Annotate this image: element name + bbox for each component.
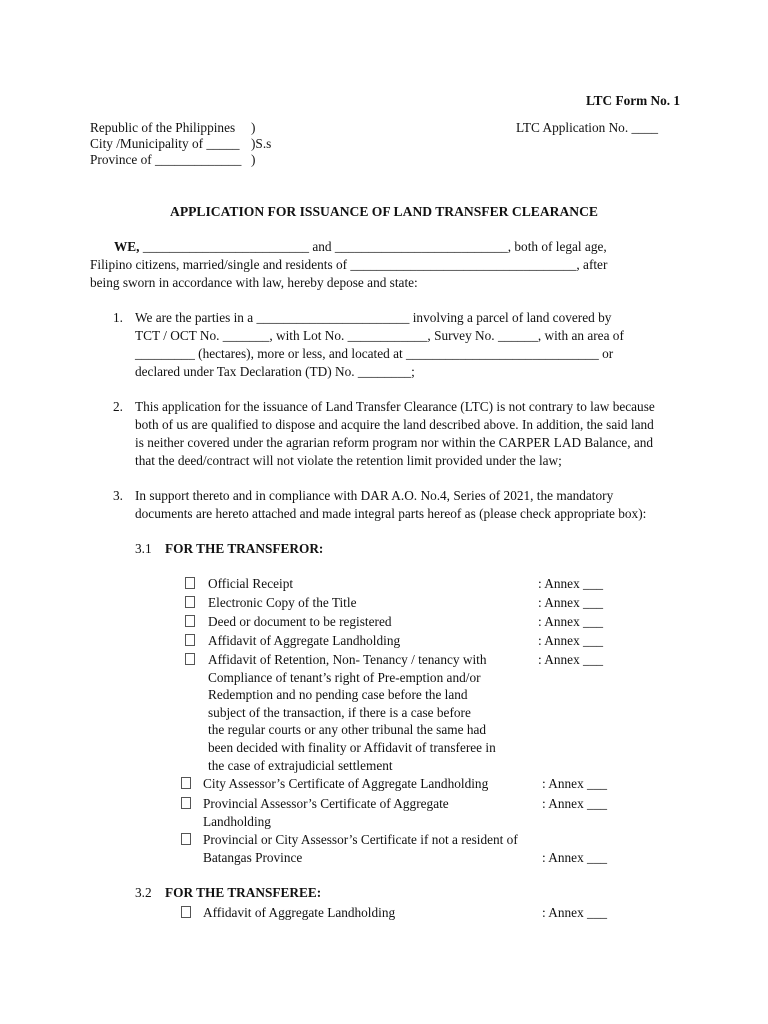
annex-field: : Annex ___	[538, 652, 604, 667]
item-2	[135, 398, 655, 470]
checklist-item-label: Electronic Copy of the Title	[208, 595, 357, 610]
document-title: APPLICATION FOR ISSUANCE OF LAND TRANSFER CLEARANCE	[170, 204, 598, 219]
checkbox[interactable]	[181, 904, 191, 921]
checkbox[interactable]	[181, 775, 191, 792]
item-1-line: _________ (hectares), more or less, and located at _____________________________ or	[135, 346, 614, 361]
venue-city: City /Municipality of _____	[90, 136, 240, 151]
label-line: Landholding	[203, 813, 271, 829]
item-3-number: 3.	[113, 488, 123, 503]
item-1-line: declared under Tax Declaration (TD) No. ________;	[135, 364, 415, 379]
item-2-line: is neither covered under the agrarian reform program nor within the CARPER LAD Balance, and	[135, 435, 654, 450]
checkbox[interactable]	[185, 632, 195, 649]
label-line: Compliance of tenant’s right of Pre-emption and/or	[208, 669, 481, 685]
label-line: Redemption and no pending case before the land	[208, 687, 468, 703]
venue-province: Province of _____________	[90, 152, 242, 167]
checklist-item-label	[208, 651, 496, 774]
checklist-item-label: City Assessor’s Certificate of Aggregate Landholding	[203, 776, 489, 791]
intro-line-1	[90, 238, 607, 255]
checkbox[interactable]	[185, 594, 195, 611]
annex-field: : Annex ___	[538, 595, 604, 610]
transferor-section-number: 3.1	[135, 541, 152, 556]
checklist-item-label: Official Receipt	[208, 576, 294, 591]
annex-field: : Annex ___	[538, 633, 604, 648]
checkbox[interactable]	[185, 651, 195, 668]
label-line: the case of extrajudicial settlement	[208, 757, 393, 773]
label-line: subject of the transaction, if there is a case before	[208, 704, 471, 720]
venue-republic: Republic of the Philippines	[90, 120, 236, 135]
venue-paren-1: )	[251, 120, 256, 135]
intro-line-1-text: _________________________ and __________________________, both of legal age,	[142, 239, 607, 254]
annex-field: : Annex ___	[538, 614, 604, 629]
checkbox[interactable]	[181, 795, 191, 812]
label-line: Provincial or City Assessor’s Certificate if not a resident of	[203, 832, 518, 847]
item-3	[135, 487, 646, 523]
form-number: LTC Form No. 1	[586, 93, 681, 108]
item-1-line: TCT / OCT No. _______, with Lot No. ____________, Survey No. ______, with an area of	[135, 328, 624, 343]
label-line: Batangas Province	[203, 849, 303, 865]
label-line: the regular courts or any other tribunal the same had	[208, 722, 487, 738]
checkbox[interactable]	[185, 613, 195, 630]
label-line: been decided with finality or Affidavit of transferee in	[208, 739, 496, 755]
item-1-line: We are the parties in a _______________________ involving a parcel of land covered by	[135, 310, 612, 325]
checklist-item-label: Deed or document to be registered	[208, 614, 392, 629]
label-line: Provincial Assessor’s Certificate of Aggregate	[203, 796, 449, 811]
application-number: LTC Application No. ____	[516, 120, 659, 135]
item-3-line: In support thereto and in compliance with DAR A.O. No.4, Series of 2021, the mandatory	[135, 488, 614, 503]
item-2-line: both of us are qualified to dispose and acquire the land described above. In addition, the said land	[135, 417, 654, 432]
transferee-heading: FOR THE TRANSFEREE:	[165, 885, 322, 900]
item-2-line: This application for the issuance of Land Transfer Clearance (LTC) is not contrary to law because	[135, 399, 655, 414]
item-3-line: documents are hereto attached and made integral parts hereof as (please check appropriate box):	[135, 506, 647, 521]
item-2-line: that the deed/contract will not violate the retention limit provided under the law;	[135, 453, 562, 468]
intro-line-3: being sworn in accordance with law, hereby depose and state:	[90, 275, 418, 290]
checklist-item-label	[203, 795, 449, 830]
transferee-section-number: 3.2	[135, 885, 152, 900]
venue-paren-2: )S.s	[251, 136, 272, 151]
checkbox[interactable]	[185, 575, 195, 592]
checkbox[interactable]	[181, 831, 191, 848]
checklist-item-label: Affidavit of Aggregate Landholding	[203, 905, 396, 920]
checklist-item-label: Affidavit of Aggregate Landholding	[208, 633, 401, 648]
annex-field: : Annex ___	[538, 576, 604, 591]
annex-field: : Annex ___	[542, 850, 608, 865]
item-2-number: 2.	[113, 399, 123, 414]
transferor-heading: FOR THE TRANSFEROR:	[165, 541, 324, 556]
intro-line-2: Filipino citizens, married/single and residents of __________________________________, after	[90, 257, 608, 272]
checklist-item-label	[203, 831, 518, 866]
venue-paren-3: )	[251, 152, 256, 167]
annex-field: : Annex ___	[542, 905, 608, 920]
item-1-number: 1.	[113, 310, 123, 325]
intro-we: WE,	[114, 239, 140, 254]
annex-field: : Annex ___	[542, 796, 608, 811]
annex-field: : Annex ___	[542, 776, 608, 791]
item-1	[135, 309, 624, 381]
label-line: Affidavit of Retention, Non- Tenancy / tenancy with	[208, 652, 487, 667]
